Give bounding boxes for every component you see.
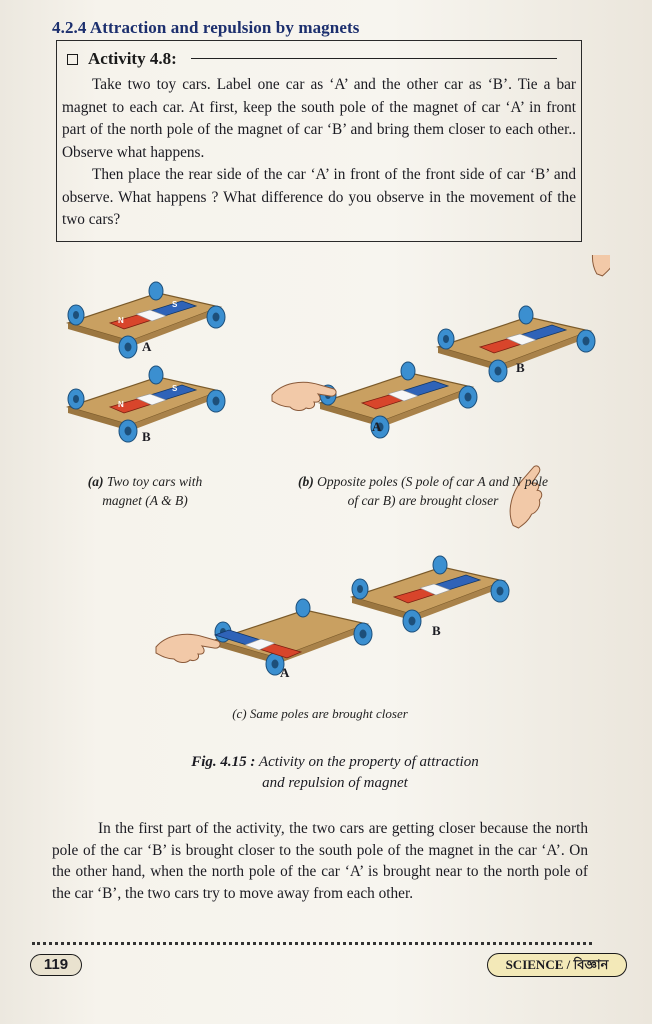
checkbox-icon [67, 54, 78, 65]
body-paragraph-text: In the first part of the activity, the two cars are getting closer because the north pole of the car ‘B’ is brought closer to the south pole of the magnet in the car ‘A’. On the other hand, when the north pole of the car ‘A’ is brought near to the north pole of the car ‘B’, the two cars try to move away from each other. [52, 820, 588, 902]
figure-caption [100, 752, 570, 794]
caption-b-line1: Opposite poles (S pole of car A and N pole [317, 474, 548, 489]
car-label-b: B [142, 429, 151, 444]
pole-letter-n: N [118, 316, 124, 325]
section-heading: 4.2.4 Attraction and repulsion by magnets [52, 18, 360, 37]
caption-c: (c) Same poles are brought closer [232, 706, 408, 721]
activity-box [56, 40, 582, 242]
figure-title-line2: and repulsion of magnet [262, 775, 408, 791]
hand-icon [156, 634, 220, 662]
pole-letter-s: S [172, 384, 178, 393]
car-label-a: A [142, 339, 152, 354]
caption-a-line2: magnet (A & B) [102, 493, 188, 508]
activity-paragraph-1: Take two toy cars. Label one car as ‘A’ and the other car as ‘B’. Tie a bar magnet to each car. At first, keep the south pole of the magnet of car ‘A’ in front part of the north pole of the magnet of car ‘B’ and bring them closer to each other.. Observe what happens. [62, 76, 576, 161]
activity-text [62, 74, 576, 232]
title-rule [191, 58, 557, 59]
activity-paragraph-2: Then place the rear side of the car ‘A’ in front of the front side of car ‘B’ and observe. What happens ? What difference do you observe in the movement of the two cars? [62, 166, 576, 228]
pole-letter-s: S [172, 300, 178, 309]
car-b-same-poles [352, 556, 509, 632]
hand-icon [585, 255, 610, 279]
pole-letter-n: N [118, 400, 124, 409]
page-number: 119 [30, 954, 82, 976]
body-paragraph [52, 818, 588, 904]
caption-b-tag: (b) [298, 474, 314, 489]
car-label-a: A [280, 665, 290, 680]
car-a-with-hand [320, 362, 477, 438]
car-label-a: A [372, 419, 382, 434]
footer-divider [32, 942, 592, 945]
caption-b [258, 472, 588, 510]
caption-a [60, 472, 230, 510]
caption-a-tag: (a) [87, 474, 104, 489]
car-a-same-poles [215, 599, 372, 675]
car-label-b: B [516, 360, 525, 375]
caption-a-line1: Two toy cars with [106, 474, 203, 489]
caption-b-line2: of car B) are brought closer [347, 493, 499, 508]
figure-title-line1: Activity on the property of attraction [258, 754, 479, 770]
activity-title-text: Activity 4.8: [88, 49, 177, 68]
footer-subject-tag: SCIENCE / বিজ্ঞান [487, 953, 627, 977]
car-label-b: B [432, 623, 441, 638]
activity-title [67, 49, 177, 69]
figure-number: Fig. 4.15 : [191, 754, 256, 770]
